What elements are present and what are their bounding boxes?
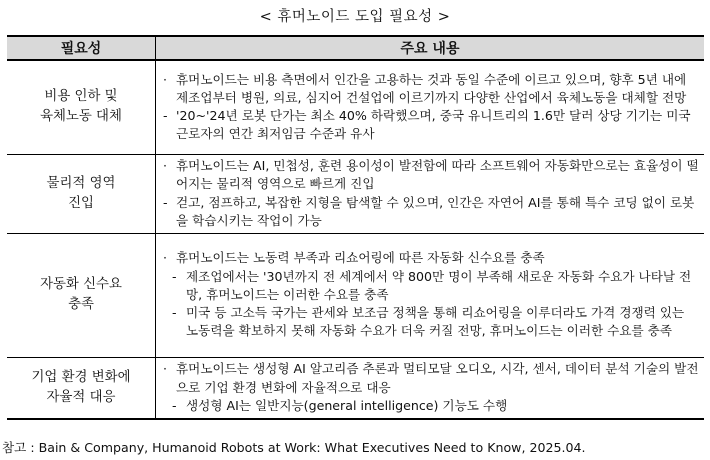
bullet-item: · 휴머노이드는 AI, 민첩성, 훈련 용이성이 발전함에 따라 소프트웨어 자동화만으로는 효율성이 떨어지는 물리적 영역으로 빠르게 진입 xyxy=(163,158,699,192)
table-title: < 휴머노이드 도입 필요성 > xyxy=(259,9,451,25)
row-label-line: 충족 xyxy=(68,297,94,312)
row-label-line: 자율적 대응 xyxy=(46,389,116,405)
header-main-content: 주요 내용 xyxy=(156,36,705,60)
dash-item: - 제조업에서는 '30년까지 전 세계에서 약 800만 명이 부족해 새로운 자동화 수요가 나타날 전망, 휴머노이드는 이러한 수요를 충족 xyxy=(172,268,692,302)
table-row xyxy=(7,154,704,233)
row-label xyxy=(7,60,156,154)
bullet-item: · 휴머노이드는 생성형 AI 알고리즘 추론과 멀티모달 오디오, 시각, 센서, 데이터 분석 기술의 발전으로 기업 환경 변화에 자율적으로 대응 xyxy=(163,361,699,395)
row-content xyxy=(156,154,705,233)
row-label-line: 기업 환경 변화에 xyxy=(31,369,131,385)
row-label xyxy=(7,357,156,419)
row-content xyxy=(156,233,705,357)
table-header-row xyxy=(7,36,704,60)
dash-item: - '20~'24년 로봇 단가는 최소 40% 하락했으며, 중국 유니트리의 1.6만 달러 상당 기기는 미국 근로자의 연간 최저임금 수준과 유사 xyxy=(163,108,691,142)
row-label-line: 육체노동 대체 xyxy=(40,109,122,125)
row-label xyxy=(7,154,156,233)
row-label-line: 비용 인하 및 xyxy=(44,89,118,105)
source-note: 참고 : Bain & Company, Humanoid Robots at Work: What Executives Need to Know, 2025.04. xyxy=(2,440,586,455)
row-label-line: 물리적 영역 xyxy=(46,175,116,191)
table-row xyxy=(7,60,704,154)
necessity-table xyxy=(7,35,704,420)
dash-item: - 생성형 AI는 일반지능(general intelligence) 기능도 수행 xyxy=(172,397,508,413)
header-necessity: 필요성 xyxy=(7,36,156,60)
row-label-line: 진입 xyxy=(68,195,94,211)
bullet-item: · 휴머노이드는 비용 측면에서 인간을 고용하는 것과 동일 수준에 이르고 있으며, 향후 5년 내에 제조업부터 병원, 의료, 심지어 건설업에 이르기까지 다양한 산업에서 육체노동을 대체할 전망 xyxy=(163,71,687,106)
table-row xyxy=(7,233,704,357)
row-content xyxy=(156,60,705,154)
row-label xyxy=(7,233,156,357)
table-row xyxy=(7,357,704,419)
bullet-item: · 휴머노이드는 노동력 부족과 리쇼어링에 따른 자동화 신수요를 충족 xyxy=(163,250,545,266)
row-label-line: 자동화 신수요 xyxy=(40,277,122,292)
dash-item: - 미국 등 고소득 국가는 관세와 보조금 정책을 통해 리쇼어링을 이루더라도 가격 경쟁력 있는 노동력을 확보하지 못해 자동화 수요가 더욱 커질 전망, 휴머노이드는 이러한 수요를 충족 xyxy=(172,305,685,339)
row-content xyxy=(156,357,705,419)
dash-item: - 걷고, 점프하고, 복잡한 지형을 탐색할 수 있으며, 인간은 자연어 AI를 통해 특수 코딩 없이 로봇을 학습시키는 작업이 가능 xyxy=(163,194,695,228)
